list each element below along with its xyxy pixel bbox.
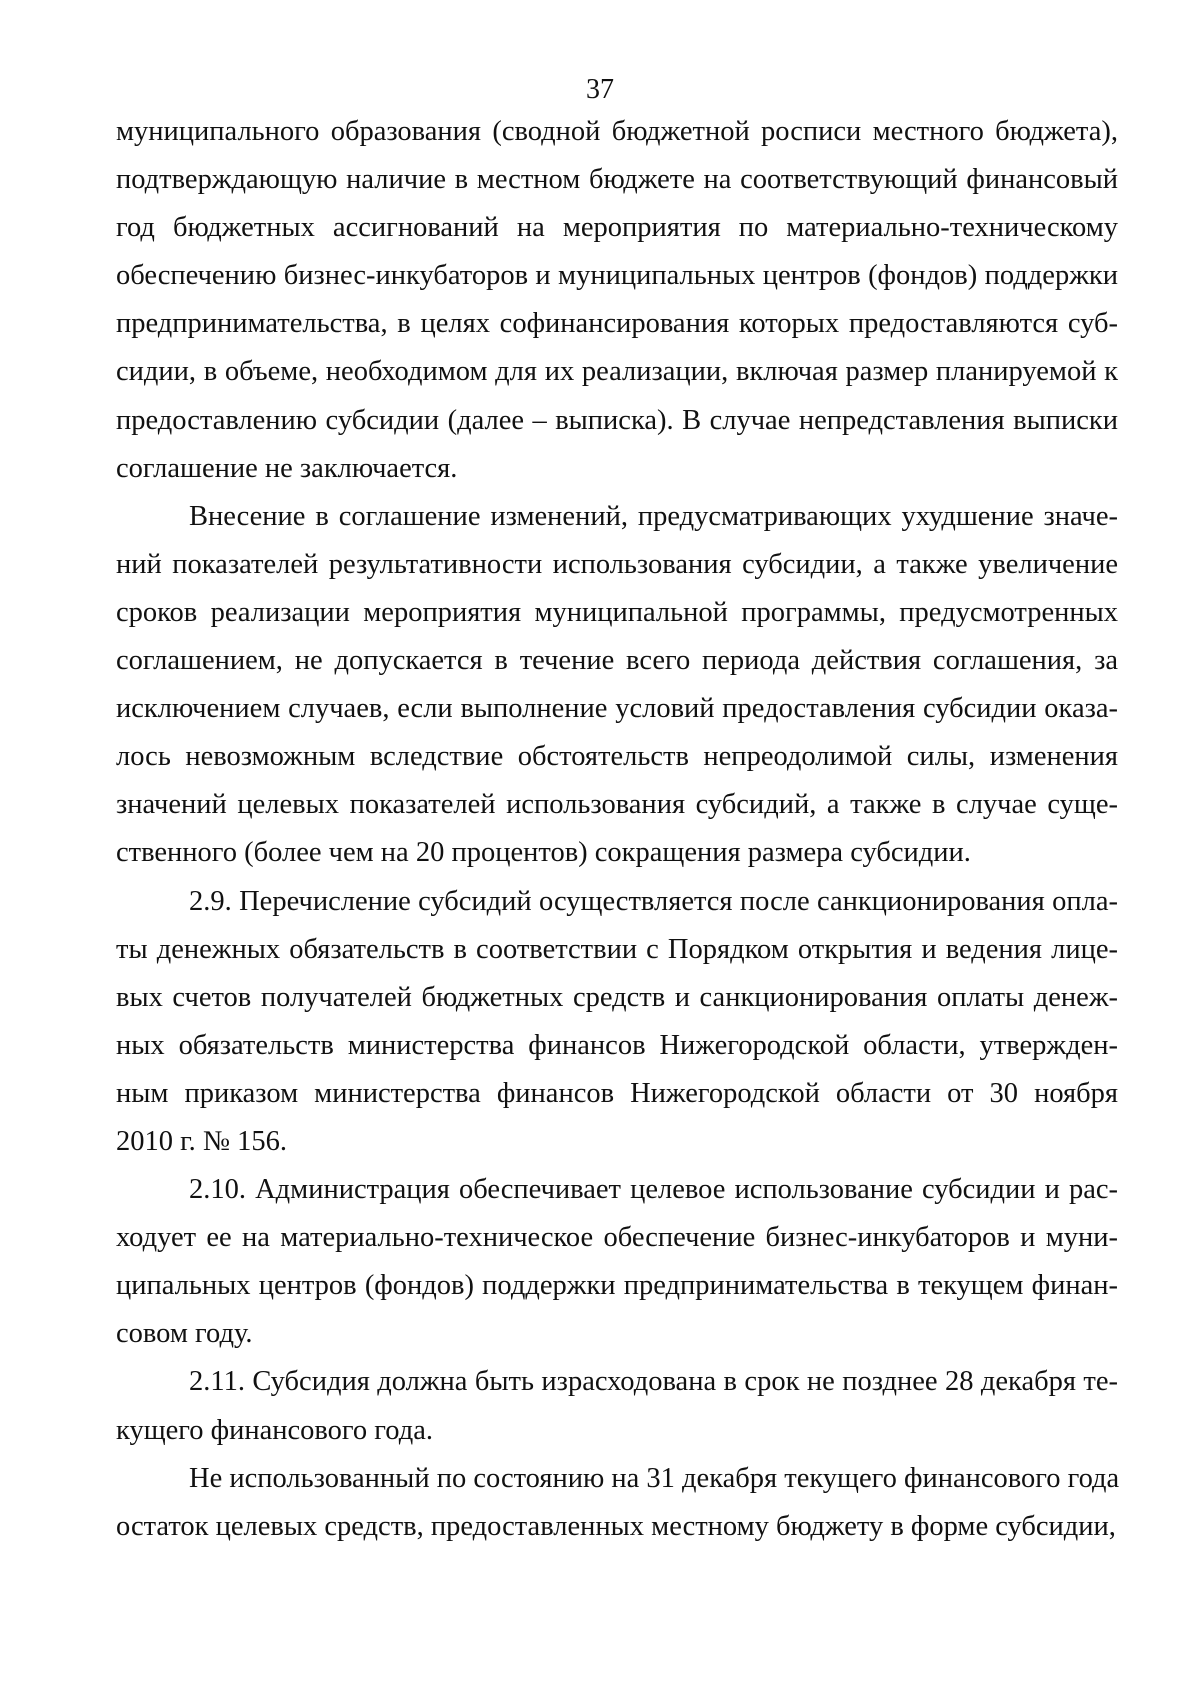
text-line: подтверждающую наличие в местном бюджете на соответствующий финансовый	[116, 164, 1118, 196]
paragraph	[116, 108, 1118, 493]
text-line: ных обязательств министерства финансов Нижегородской области, утвержден-	[116, 1029, 1118, 1061]
document-body	[116, 108, 1118, 1551]
text-line: остаток целевых средств, предоставленных местному бюджету в форме субсидии,	[116, 1510, 1116, 1542]
paragraph	[116, 493, 1118, 878]
text-line: предпринимательства, в целях софинансирования которых предоставляются суб-	[116, 308, 1118, 340]
text-line: лось невозможным вследствие обстоятельств непреодолимой силы, изменения	[116, 741, 1118, 773]
text-line: 2.11. Субсидия должна быть израсходована в срок не позднее 28 декабря те-	[189, 1366, 1118, 1398]
text-line: ным приказом министерства финансов Нижегородской области от 30 ноября	[116, 1077, 1118, 1109]
paragraph	[116, 878, 1118, 1167]
text-line: муниципального образования (сводной бюджетной росписи местного бюджета),	[116, 116, 1118, 147]
text-line: кущего финансового года.	[116, 1414, 433, 1446]
text-line: Внесение в соглашение изменений, предусматривающих ухудшение значе-	[189, 500, 1118, 532]
text-line: сидии, в объеме, необходимом для их реализации, включая размер планируемой к	[116, 356, 1118, 388]
text-line: ципальных центров (фондов) поддержки предпринимательства в текущем финан-	[116, 1270, 1118, 1302]
text-line: ственного (более чем на 20 процентов) сокращения размера субсидии.	[116, 837, 971, 869]
text-line: 2.10. Администрация обеспечивает целевое использование субсидии и рас-	[189, 1174, 1118, 1206]
text-line: обеспечению бизнес-инкубаторов и муниципальных центров (фондов) поддержки	[116, 260, 1118, 292]
text-line: ний показателей результативности использования субсидии, а также увеличение	[116, 548, 1118, 580]
text-line: ходует ее на материально-техническое обеспечение бизнес-инкубаторов и муни-	[116, 1222, 1118, 1254]
text-line: соглашением, не допускается в течение всего периода действия соглашения, за	[116, 645, 1118, 677]
text-line: соглашение не заключается.	[116, 452, 458, 484]
text-line: Не использованный по состоянию на 31 декабря текущего финансового года	[189, 1462, 1120, 1494]
paragraph	[116, 1166, 1118, 1358]
text-line: предоставлению субсидии (далее – выписка). В случае непредставления выписки	[116, 404, 1118, 436]
paragraph	[116, 1358, 1118, 1454]
text-line: ты денежных обязательств в соответствии с Порядком открытия и ведения лице-	[116, 933, 1118, 965]
text-line: исключением случаев, если выполнение условий предоставления субсидии оказа-	[116, 693, 1118, 725]
text-line: сроков реализации мероприятия муниципальной программы, предусмотренных	[116, 596, 1118, 628]
text-line: 2010 г. № 156.	[116, 1125, 288, 1157]
text-line: значений целевых показателей использования субсидий, а также в случае суще-	[116, 789, 1118, 821]
text-line: 2.9. Перечисление субсидий осуществляется после санкционирования опла-	[189, 885, 1118, 917]
text-line: вых счетов получателей бюджетных средств и санкционирования оплаты денеж-	[116, 981, 1118, 1013]
page-number: 37	[586, 74, 614, 105]
text-line: совом году.	[116, 1318, 253, 1350]
text-line: год бюджетных ассигнований на мероприятия по материально-техническому	[116, 212, 1118, 244]
paragraph	[116, 1455, 1118, 1551]
